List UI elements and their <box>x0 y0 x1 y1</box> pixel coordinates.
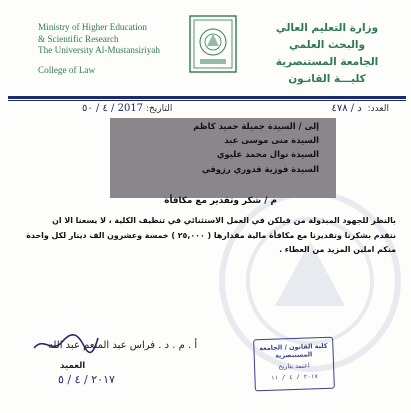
letter-subject: م / شكر وتقدير مع مكافأة <box>164 196 277 206</box>
header-divider <box>8 96 406 99</box>
university-line-ar: الجامعة المستنصرية <box>275 56 379 68</box>
body-line: منكم املين المزيد من العطاء . <box>279 245 396 255</box>
recipient-line: السيدة منى موسى عبد <box>224 135 319 146</box>
approval-stamp <box>253 337 335 392</box>
date-label: التاريخ: <box>145 104 173 114</box>
stamp-college: كلية القانون / الجامعة المستنصرية <box>259 341 328 360</box>
university-line-en: The University Al-Mustansiriyah <box>38 45 160 55</box>
english-letterhead <box>38 22 158 76</box>
date-value: 2017 / ٤ / ٥٠ <box>82 103 144 114</box>
recipient-line: السيدة نوال محمد عليوي <box>216 149 319 160</box>
number-value: د / ٤٧٨ <box>331 103 362 114</box>
ministry-line-ar: وزارة التعليم العالي والبحث العلمي <box>275 22 379 51</box>
arabic-letterhead <box>257 20 397 88</box>
body-line: نتقدم بشكرنا وتقديرنا مع مكافأة مالية مقدارها ( ٢٥,٠٠٠ ) خمسة وعشرون الف دينار لكل واحدة <box>26 230 396 240</box>
signatory-title: العميد <box>60 361 86 371</box>
research-line-en: & Scientific Research <box>38 33 119 44</box>
signatory-name: أ . م . د . فراس عبد المنعم عبد الله <box>48 340 198 351</box>
letter-body <box>14 214 396 258</box>
body-line: بالنظر للجهود المبذولة من قبلكن في العمل الاستثنائي في تنظيف الكلية ، لا يسعنا الا ان <box>52 216 396 225</box>
header-divider-thin <box>8 100 406 101</box>
recipient-line: إلى / السيدة جميلة حميد كاظم <box>193 121 319 131</box>
college-line-ar: كليـــة القانـون <box>288 73 366 85</box>
stamp-date: ٢٠١٧ / ٤ / ١١ <box>270 373 319 382</box>
number-label: العدد: <box>367 104 389 114</box>
recipient-line: السيدة فوزية قدوري رزوقي <box>201 163 319 174</box>
recipients-list <box>193 119 319 176</box>
signature-date: ٢٠١٧ / ٤ / ٥ <box>58 373 115 386</box>
college-line-en: College of Law <box>38 64 96 75</box>
ministry-line-en: Ministry of Higher Education <box>38 22 147 32</box>
reference-number <box>331 103 389 114</box>
university-logo <box>186 12 240 78</box>
stamp-approved-label: اعتمد بتاريخ <box>278 361 310 371</box>
reference-date <box>78 103 172 114</box>
